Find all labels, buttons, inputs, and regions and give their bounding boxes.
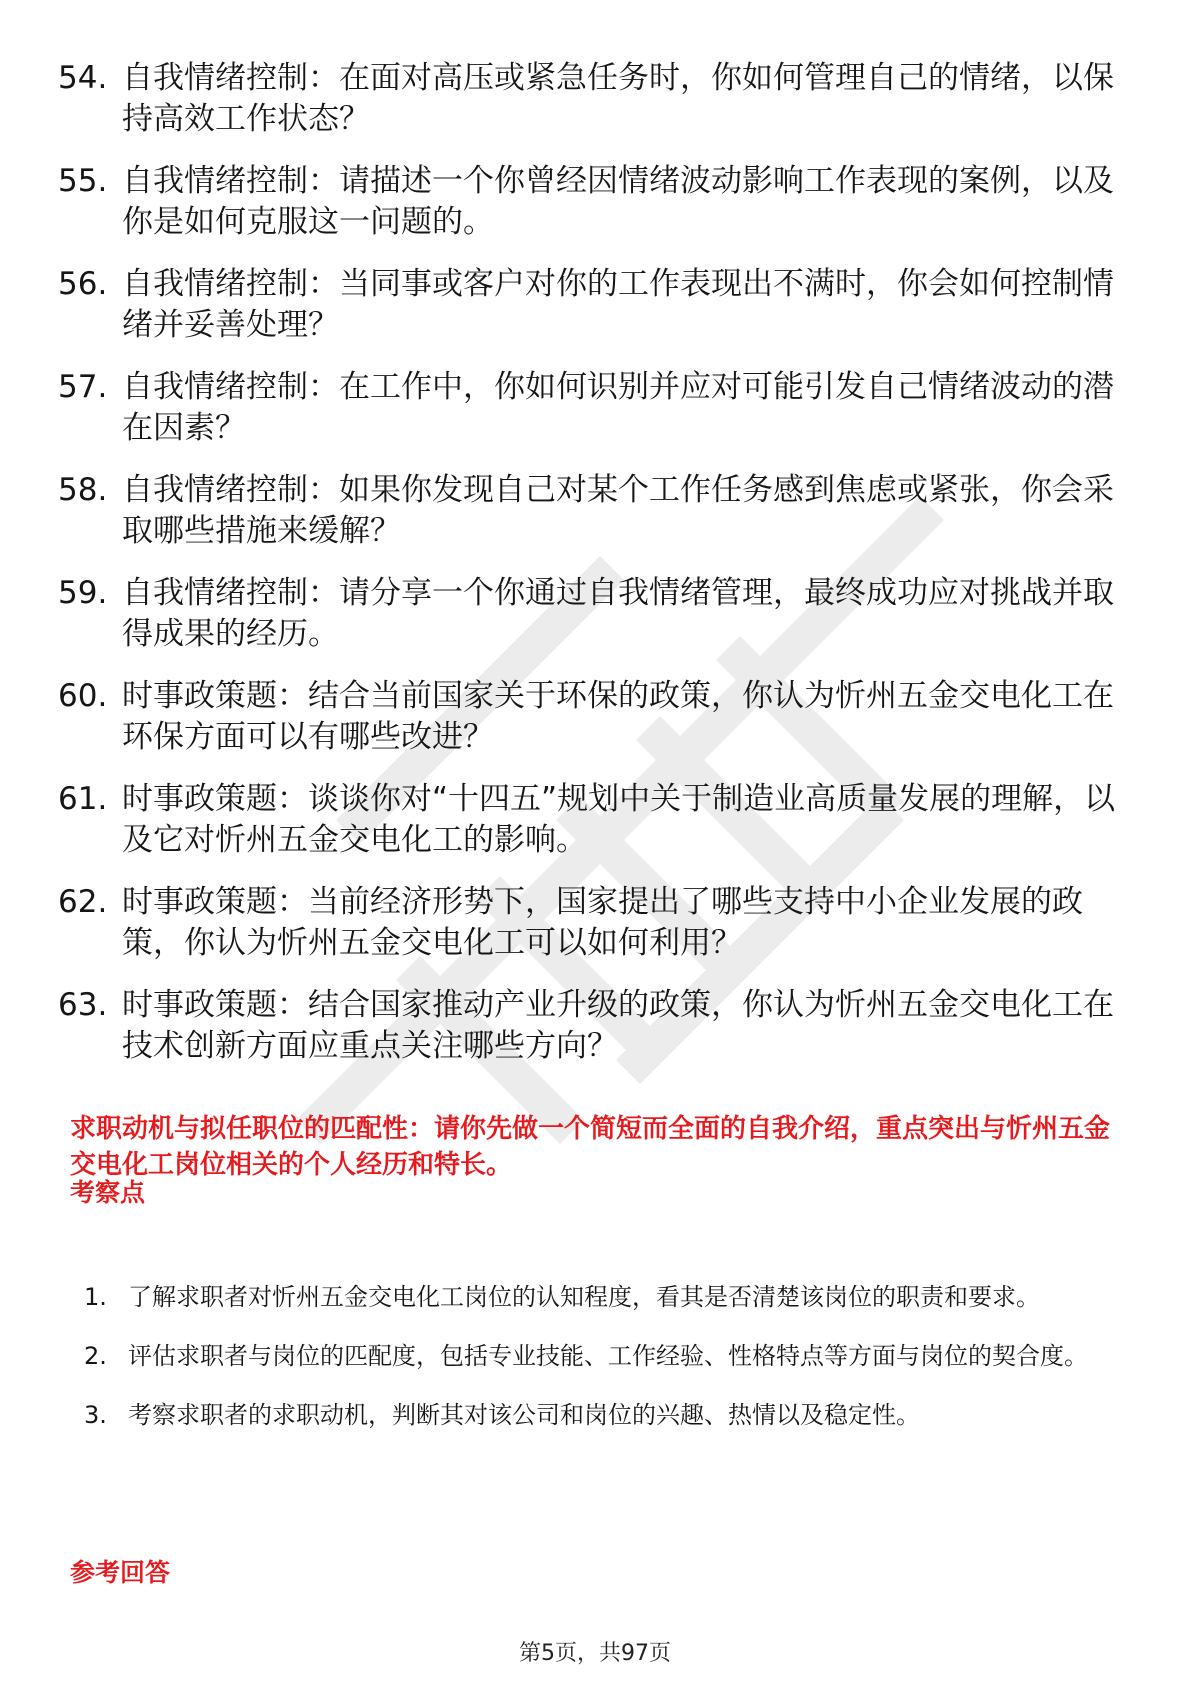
question-item [58, 470, 1118, 552]
question-item [58, 264, 1118, 346]
question-number: 62. [58, 884, 108, 920]
question-number: 57. [58, 369, 108, 405]
featured-question: 求职动机与拟任职位的匹配性：请你先做一个简短而全面的自我介绍，重点突出与忻州五金交电化工岗位相关的个人经历和特长。 [70, 1114, 1111, 1180]
question-text: 自我情绪控制：在工作中，你如何识别并应对可能引发自己情绪波动的潜在因素？ [122, 369, 1114, 446]
question-text: 时事政策题：谈谈你对“十四五”规划中关于制造业高质量发展的理解，以及它对忻州五金交电化工的影响。 [122, 781, 1116, 858]
point-number: 3. [84, 1401, 107, 1429]
question-item [58, 367, 1118, 449]
question-item [58, 882, 1118, 964]
point-text: 评估求职者与岗位的匹配度，包括专业技能、工作经验、性格特点等方面与岗位的契合度。 [128, 1342, 1088, 1370]
question-text: 时事政策题：当前经济形势下，国家提出了哪些支持中小企业发展的政策，你认为忻州五金交电化工可以如何利用？ [122, 884, 1083, 961]
question-text: 自我情绪控制：在面对高压或紧急任务时，你如何管理自己的情绪，以保持高效工作状态？ [122, 60, 1114, 137]
question-text: 时事政策题：结合当前国家关于环保的政策，你认为忻州五金交电化工在环保方面可以有哪些改进？ [122, 678, 1114, 755]
question-item [58, 779, 1118, 861]
question-number: 55. [58, 163, 108, 199]
question-text: 时事政策题：结合国家推动产业升级的政策，你认为忻州五金交电化工在技术创新方面应重点关注哪些方向？ [122, 987, 1114, 1064]
question-number: 60. [58, 678, 108, 714]
question-number: 54. [58, 60, 108, 96]
question-item [58, 676, 1118, 758]
question-text: 自我情绪控制：当同事或客户对你的工作表现出不满时，你会如何控制情绪并妥善处理？ [122, 266, 1114, 343]
point-number: 2. [84, 1342, 107, 1370]
assessment-point [84, 1268, 1124, 1327]
assessment-heading: 考察点 [70, 1178, 146, 1207]
point-text: 考察求职者的求职动机，判断其对该公司和岗位的兴趣、热情以及稳定性。 [128, 1401, 920, 1429]
question-number: 58. [58, 472, 108, 508]
question-text: 自我情绪控制：如果你发现自己对某个工作任务感到焦虑或紧张，你会采取哪些措施来缓解？ [122, 472, 1114, 549]
point-number: 1. [84, 1283, 107, 1311]
point-text: 了解求职者对忻州五金交电化工岗位的认知程度，看其是否清楚该岗位的职责和要求。 [128, 1283, 1040, 1311]
assessment-point [84, 1386, 1124, 1445]
question-list [58, 58, 1118, 1088]
question-item [58, 985, 1118, 1067]
assessment-points [84, 1268, 1124, 1445]
question-number: 61. [58, 781, 108, 817]
assessment-point [84, 1327, 1124, 1386]
reference-answer-heading: 参考回答 [70, 1558, 171, 1587]
question-item [58, 573, 1118, 655]
question-item [58, 161, 1118, 243]
question-number: 63. [58, 987, 108, 1023]
page-footer: 第5页，共97页 [519, 1641, 671, 1666]
question-item [58, 58, 1118, 140]
question-number: 59. [58, 575, 108, 611]
question-number: 56. [58, 266, 108, 302]
question-text: 自我情绪控制：请分享一个你通过自我情绪管理，最终成功应对挑战并取得成果的经历。 [122, 575, 1114, 652]
question-text: 自我情绪控制：请描述一个你曾经因情绪波动影响工作表现的案例，以及你是如何克服这一问题的。 [122, 163, 1114, 240]
